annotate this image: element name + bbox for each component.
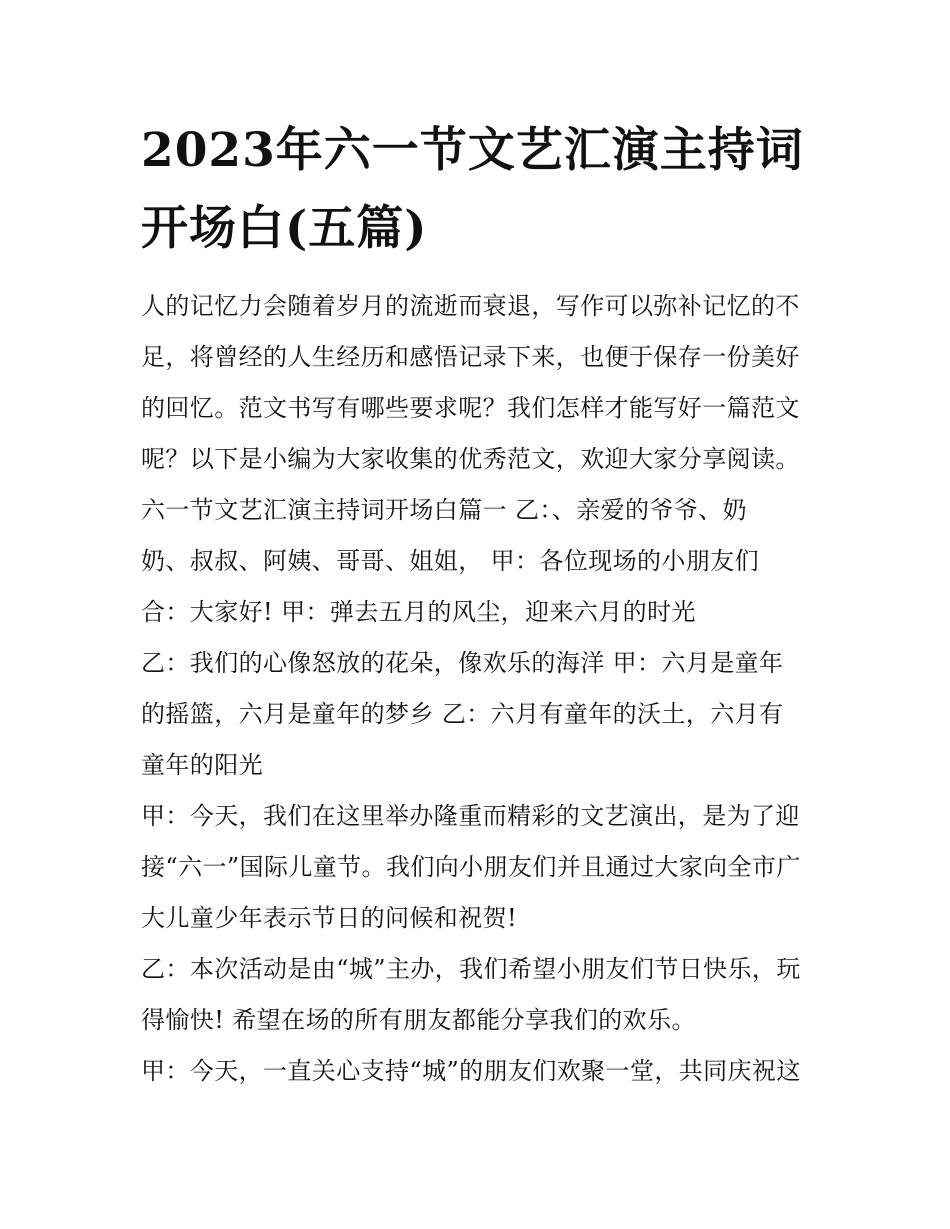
body-line: 人的记忆力会随着岁月的流逝而衰退，写作可以弥补记忆的不: [141, 292, 800, 320]
body-line: 的回忆。范文书写有哪些要求呢？我们怎样才能写好一篇范文: [141, 394, 800, 422]
body-line: 大儿童少年表示节日的问候和祝贺!: [141, 904, 518, 932]
body-line: 奶、叔叔、阿姨、哥哥、姐姐， 甲：各位现场的小朋友们: [141, 547, 760, 575]
title-line: 2023年六一节文艺汇演主持词: [141, 123, 804, 178]
document-title: [141, 112, 813, 268]
body-line: 合：大家好! 甲：弹去五月的风尘，迎来六月的时光: [141, 598, 696, 626]
body-line: 的摇篮，六月是童年的梦乡 乙：六月有童年的沃土，六月有: [141, 700, 784, 728]
title-line: 开场白(五篇): [141, 201, 428, 256]
body-line: 甲：今天，我们在这里举办隆重而精彩的文艺演出，是为了迎: [141, 802, 800, 830]
body-line: 足，将曾经的人生经历和感悟记录下来，也便于保存一份美好: [141, 343, 800, 371]
body-line: 呢？以下是小编为大家收集的优秀范文，欢迎大家分享阅读。: [141, 445, 800, 473]
body-line: 得愉快! 希望在场的所有朋友都能分享我们的欢乐。: [141, 1006, 696, 1034]
body-line: 甲：今天，一直关心支持“城”的朋友们欢聚一堂，共同庆祝这: [141, 1057, 801, 1085]
body-line: 接“六一”国际儿童节。我们向小朋友们并且通过大家向全市广: [141, 853, 801, 881]
body-line: 六一节文艺汇演主持词开场白篇一 乙：、亲爱的爷爷、奶: [141, 496, 748, 524]
body-line: 乙：本次活动是由“城”主办，我们希望小朋友们节日快乐，玩: [141, 955, 801, 983]
document-body: [141, 281, 813, 1097]
body-line: 乙：我们的心像怒放的花朵，像欢乐的海洋 甲：六月是童年: [141, 649, 784, 677]
document-content: [141, 112, 813, 1097]
body-line: 童年的阳光: [141, 751, 263, 779]
